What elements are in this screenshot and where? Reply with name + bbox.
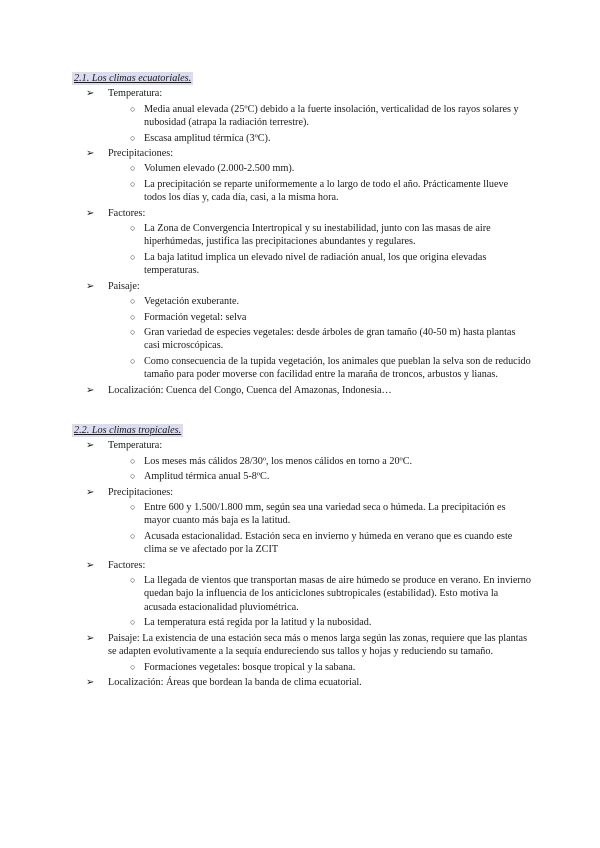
arrow-bullet-icon: ➢: [86, 207, 95, 219]
sub-list-item: [108, 355, 532, 382]
circle-bullet-icon: ○: [130, 661, 136, 672]
sub-item-text: Los meses más cálidos 28/30º, los menos cálidos en torno a 20ºC.: [144, 455, 413, 467]
sub-list: [108, 222, 532, 278]
list-item-label: Paisaje: La existencia de una estación seca más o menos larga según las zonas, requiere que las plantas se adapten evolutivamente a la sequía endureciendo sus tallos y hojas y reduciendo su tamaño.: [108, 632, 528, 658]
list-item: [72, 676, 532, 689]
circle-bullet-icon: ○: [130, 163, 136, 174]
sub-item-text: Amplitud térmica anual 5-8ºC.: [144, 471, 270, 483]
circle-bullet-icon: ○: [130, 251, 136, 262]
sub-list-item: [108, 661, 532, 674]
sub-list-item: [108, 103, 532, 130]
sub-list: [108, 162, 532, 204]
sub-item-text: Gran variedad de especies vegetales: desde árboles de gran tamaño (40-50 m) hasta plantas casi microscópicas.: [144, 326, 516, 352]
sub-item-text: Volumen elevado (2.000-2.500 mm).: [144, 163, 295, 175]
list-item: [72, 384, 532, 397]
list-item: [72, 632, 532, 674]
list-item-label: Precipitaciones:: [108, 486, 174, 498]
list-item-label: Localización: Áreas que bordean la banda de clima ecuatorial.: [108, 676, 362, 688]
arrow-bullet-icon: ➢: [86, 632, 95, 644]
circle-bullet-icon: ○: [130, 223, 136, 234]
circle-bullet-icon: ○: [130, 455, 136, 466]
list-item-label: Temperatura:: [108, 88, 163, 100]
arrow-bullet-icon: ➢: [86, 559, 95, 571]
sub-list: [108, 295, 532, 381]
circle-bullet-icon: ○: [130, 103, 136, 114]
circle-bullet-icon: ○: [130, 311, 136, 322]
sub-list-item: [108, 470, 532, 483]
list-item: [72, 486, 532, 557]
arrow-bullet-icon: ➢: [86, 440, 95, 452]
sub-item-text: La Zona de Convergencia Intertropical y su inestabilidad, junto con las masas de aire hiperhúmedas, justifica las precipitaciones abundantes y regulares.: [144, 223, 491, 248]
sub-item-text: Como consecuencia de la tupida vegetación, los animales que pueblan la selva son de reducido tamaño para poder moverse con facilidad entre la maraña de troncos, arbustos y lianas.: [144, 355, 531, 381]
bullet-list: [72, 439, 532, 689]
sub-item-text: Escasa amplitud térmica (3ºC).: [144, 132, 271, 144]
section-heading: 2.1. Los climas ecuatoriales.: [74, 73, 192, 84]
arrow-bullet-icon: ➢: [86, 88, 95, 100]
sub-list-item: [108, 574, 532, 614]
arrow-bullet-icon: ➢: [86, 280, 95, 292]
arrow-bullet-icon: ➢: [86, 676, 95, 688]
sub-list: [108, 103, 532, 145]
circle-bullet-icon: ○: [130, 296, 136, 307]
sub-list-item: [108, 132, 532, 145]
circle-bullet-icon: ○: [130, 132, 136, 143]
sub-list: [108, 574, 532, 630]
sub-list-item: [108, 295, 532, 308]
section-climas-ecuatoriales: [72, 72, 532, 399]
section-climas-tropicales: [72, 424, 532, 691]
list-item-label: Factores:: [108, 207, 146, 219]
sub-item-text: Formaciones vegetales: bosque tropical y la sabana.: [144, 661, 356, 673]
list-item: [72, 280, 532, 382]
circle-bullet-icon: ○: [130, 530, 136, 541]
sub-list-item: [108, 501, 532, 528]
circle-bullet-icon: ○: [130, 178, 136, 189]
sub-item-text: Formación vegetal: selva: [144, 311, 247, 323]
sub-list: [108, 661, 532, 674]
circle-bullet-icon: ○: [130, 575, 136, 586]
list-item: [72, 559, 532, 630]
circle-bullet-icon: ○: [130, 355, 136, 366]
circle-bullet-icon: ○: [130, 326, 136, 337]
section-heading: 2.2. Los climas tropicales.: [74, 425, 182, 436]
circle-bullet-icon: ○: [130, 471, 136, 482]
sub-list-item: [108, 455, 532, 468]
sub-item-text: La llegada de vientos que transportan masas de aire húmedo se produce en verano. En invierno quedan bajo la influencia de los anticiclones subtropicales (estabilidad). Esto motiva la acusada estacionalidad pluviométrica.: [144, 575, 531, 613]
circle-bullet-icon: ○: [130, 617, 136, 628]
sub-item-text: Media anual elevada (25ºC) debido a la fuerte insolación, verticalidad de los rayos solares y nubosidad (atrapa la radiación terrestre).: [144, 103, 519, 129]
sub-list: [108, 501, 532, 557]
arrow-bullet-icon: ➢: [86, 148, 95, 160]
sub-item-text: La temperatura está regida por la latitud y la nubosidad.: [144, 617, 372, 629]
list-item: [72, 439, 532, 483]
list-item-label: Paisaje:: [108, 280, 140, 292]
sub-item-text: Vegetación exuberante.: [144, 296, 240, 308]
sub-list-item: [108, 616, 532, 629]
sub-list: [108, 455, 532, 484]
bullet-list: [72, 87, 532, 397]
list-item: [72, 87, 532, 145]
sub-item-text: Acusada estacionalidad. Estación seca en invierno y húmeda en verano que es cuando este clima se ve afectado por la ZCIT: [144, 530, 513, 556]
sub-list-item: [108, 326, 532, 353]
sub-list-item: [108, 530, 532, 557]
list-item-label: Temperatura:: [108, 440, 163, 452]
sub-item-text: La baja latitud implica un elevado nivel de radiación anual, los que origina elevadas temperaturas.: [144, 251, 487, 277]
circle-bullet-icon: ○: [130, 502, 136, 513]
sub-list-item: [108, 251, 532, 278]
arrow-bullet-icon: ➢: [86, 384, 95, 396]
list-item: [72, 147, 532, 205]
sub-list-item: [108, 162, 532, 175]
sub-list-item: [108, 311, 532, 324]
sub-list-item: [108, 178, 532, 205]
list-item-label: Localización: Cuenca del Congo, Cuenca del Amazonas, Indonesia…: [108, 384, 392, 396]
list-item-label: Factores:: [108, 559, 146, 571]
sub-item-text: Entre 600 y 1.500/1.800 mm, según sea una variedad seca o húmeda. La precipitación es mayor cuanto más baja es la latitud.: [144, 502, 506, 527]
sub-item-text: La precipitación se reparte uniformemente a lo largo de todo el año. Prácticamente llueve todos los días y, cada día, casi, a la misma hora.: [144, 178, 509, 204]
list-item: [72, 207, 532, 278]
list-item-label: Precipitaciones:: [108, 148, 174, 160]
sub-list-item: [108, 222, 532, 249]
arrow-bullet-icon: ➢: [86, 486, 95, 498]
